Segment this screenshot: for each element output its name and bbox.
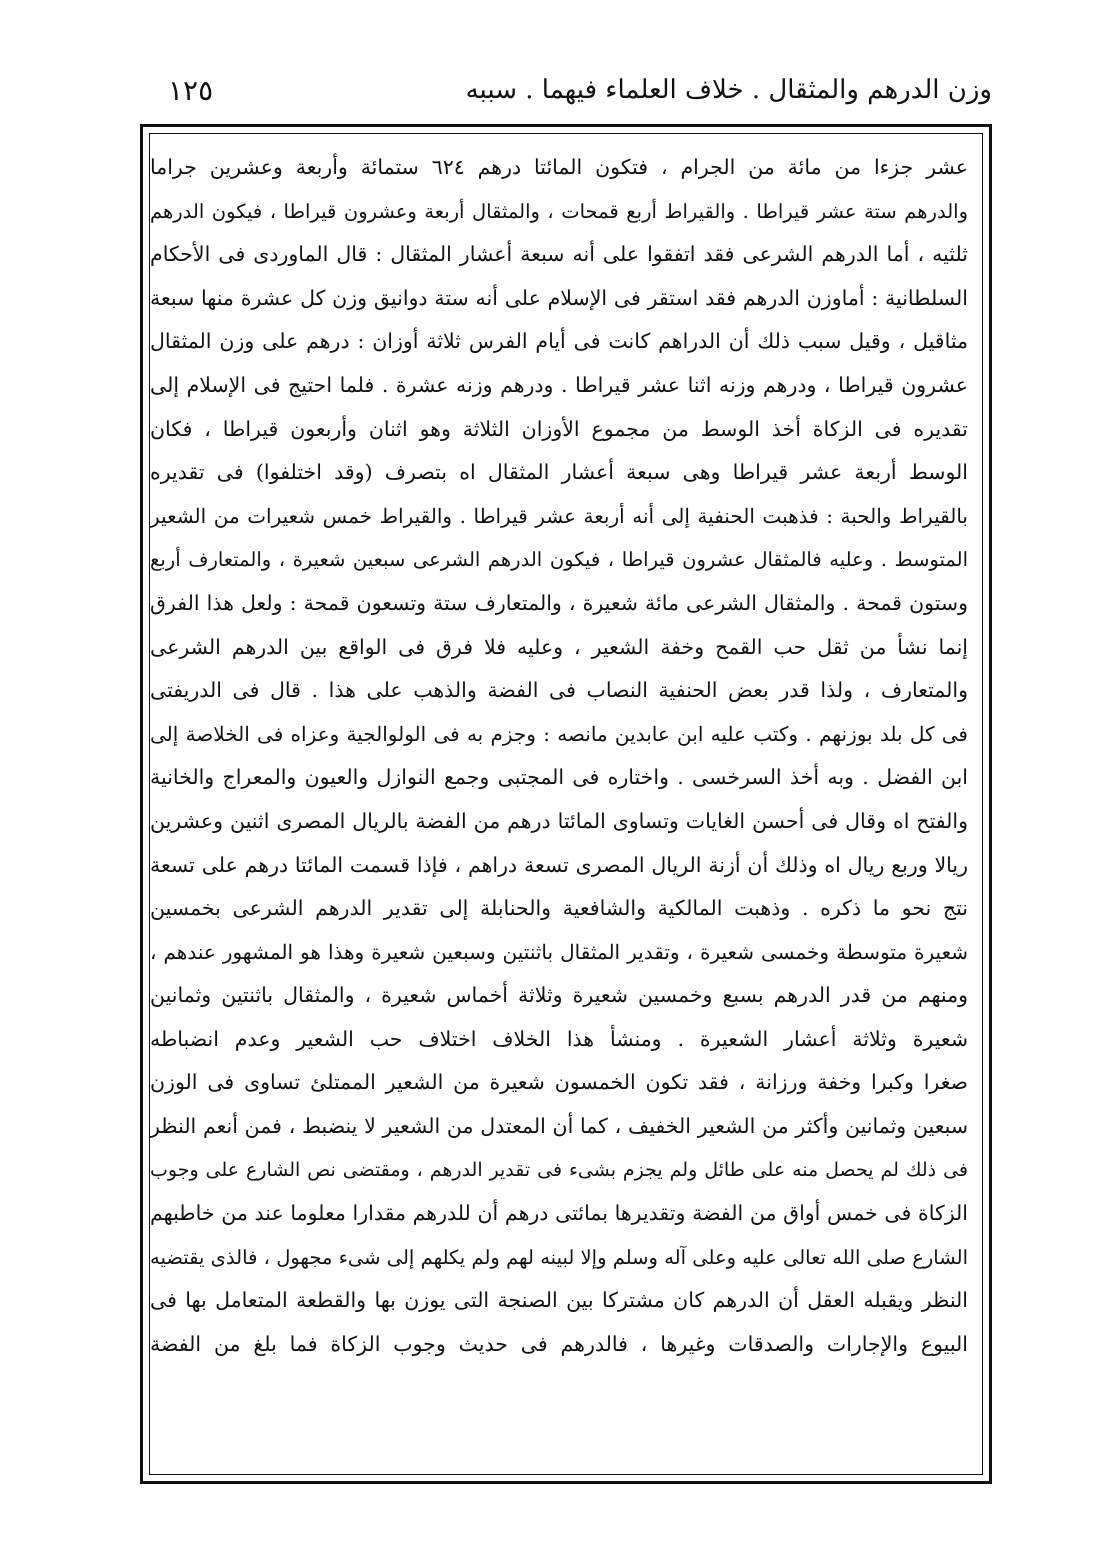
text-line: تقديره فى الزكاة أخذ الوسط من مجموع الأوزان الثلاثة وهو اثنان وأربعون قيراطا ، فكان [150,416,968,441]
text-line: ومنهم من قدر الدرهم بسبع وخمسين شعيرة وثلاثة أخماس شعيرة ، والمثقال باثنتين وثمانين [150,983,968,1008]
body-text [150,146,968,1367]
text-line: نتج نحو ما ذكره . وذهبت المالكية والشافعية والحنابلة إلى تقدير الدرهم الشرعى بخمسين [150,896,968,921]
page-number: ١٢٥ [168,73,214,107]
text-line: سبعين وثمانين وأكثر من الشعير الخفيف ، كما أن المعتدل من الشعير لا ينضبط ، فمن أنعم النظر [150,1114,968,1139]
text-line: فى ذلك لم يحصل منه على طائل ولم يجزم بشىء فى تقدير الدرهم ، ومقتضى نص الشارع على وجوب [150,1158,968,1181]
running-title: وزن الدرهم والمثقال . خلاف العلماء فيهما . سببه [465,75,992,105]
text-line: ريالا وربع ريال اه وذلك أن أزنة الريال المصرى تسعة دراهم ، فإذا قسمت المائتا درهم على تسعة [150,852,968,877]
text-line: بالقيراط والحبة : فذهبت الحنفية إلى أنه أربعة عشر قيراطا . والقيراط خمس شعيرات من الشعير [150,503,968,528]
text-line: السلطانية : أماوزن الدرهم فقد استقر فى الإسلام على أنه ستة دوانيق وزن كل عشرة منها سبعة [150,285,968,310]
text-line: فى كل بلد بوزنهم . وكتب عليه ابن عابدين مانصه : وجزم به فى الولوالجية وعزاه فى الخلاصة إلى [150,721,968,746]
page-header [150,68,992,112]
text-line: المتوسط . وعليه فالمثقال عشرون قيراطا ، فيكون الدرهم الشرعى سبعين شعيرة ، والمتعارف أربع [150,548,968,572]
text-line: الوسط أربعة عشر قيراطا وهى سبعة أعشار المثقال اه بتصرف (وقد اختلفوا) فى تقديره [150,460,968,485]
text-line: البيوع والإجارات والصدقات وغيرها ، فالدرهم فى حديث وجوب الزكاة فما بلغ من الفضة [150,1332,968,1357]
text-line: والفتح اه وقال فى أحسن الغايات وتساوى المائتا درهم من الفضة بالريال المصرى اثنين وعشرين [150,808,968,833]
text-line: إنما نشأ من ثقل حب القمح وخفة الشعير ، وعليه فلا فرق فى الواقع بين الدرهم الشرعى [150,634,968,659]
text-line: صغرا وكبرا وخفة ورزانة ، فقد تكون الخمسون شعيرة من الشعير الممتلئ تساوى فى الوزن [150,1070,968,1095]
text-line: عشر جزءا من مائة من الجرام ، فتكون المائتا درهم ٦٢٤ ستمائة وأربعة وعشرين جراما [150,155,968,179]
text-line: شعيرة متوسطة وخمسى شعيرة ، وتقدير المثقال باثنتين وسبعين شعيرة وهذا هو المشهور عندهم ، [150,939,968,964]
text-line: والدرهم ستة عشر قيراطا . والقيراط أربع قمحات ، والمثقال أربعة وعشرون قيراطا ، فيكون الدرهم [150,199,968,223]
text-line: ابن الفضل . وبه أخذ السرخسى . واختاره فى المجتبى وجمع النوازل والعيون والمعراج والخانية [150,765,968,790]
text-line: الزكاة فى خمس أواق من الفضة وتقديرها بمائتى درهم أن للدرهم مقدارا معلوما عند من خاطبهم [150,1201,968,1226]
text-line: والمتعارف ، ولذا قدر بعض الحنفية النصاب فى الفضة والذهب على هذا . قال فى الدريفتى [150,678,968,703]
text-line: النظر ويقبله العقل أن الدرهم كان مشتركا بين الصنجة التى يوزن بها والقطعة المتعامل بها فى [150,1288,968,1313]
text-line: الشارع صلى الله تعالى عليه وعلى آله وسلم وإلا لبينه لهم ولم يكلهم إلى شىء مجهول ، فالذى يقتضيه [150,1245,968,1269]
text-line: مثاقيل ، وقيل سبب ذلك أن الدراهم كانت فى أيام الفرس ثلاثة أوزان : درهم على وزن المثقال [150,329,968,354]
text-line: وستون قمحة . والمثقال الشرعى مائة شعيرة ، والمتعارف ستة وتسعون قمحة : ولعل هذا الفرق [150,590,968,615]
text-line: شعيرة وثلاثة أعشار الشعيرة . ومنشأ هذا الخلاف اختلاف حب الشعير وعدم انضباطه [150,1026,968,1051]
text-line: عشرون قيراطا ، ودرهم وزنه اثنا عشر قيراطا . ودرهم وزنه عشرة . فلما احتيج فى الإسلام إلى [150,372,968,397]
text-line: ثلثيه ، أما الدرهم الشرعى فقد اتفقوا على أنه سبعة أعشار المثقال : قال الماوردى فى الأحكام [150,242,968,267]
